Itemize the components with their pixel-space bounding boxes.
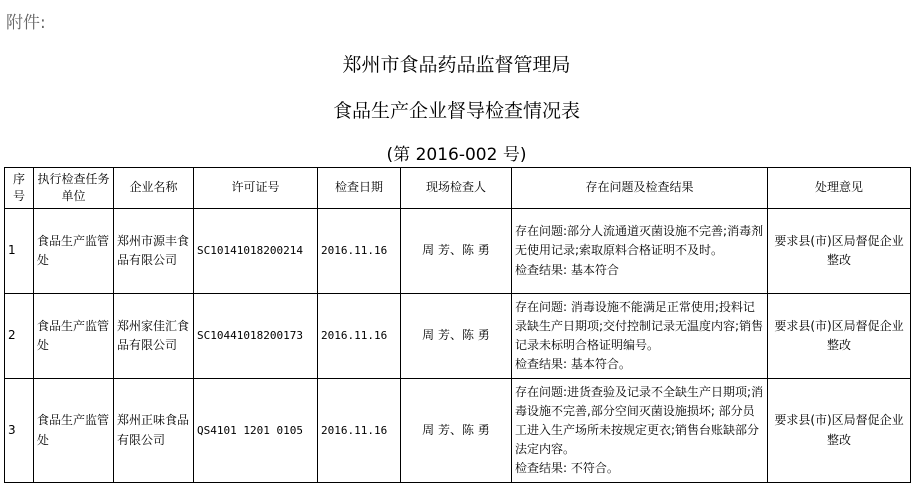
cell-unit: 食品生产监管处 bbox=[34, 379, 114, 483]
cell-inspector: 周 芳、陈 勇 bbox=[401, 294, 512, 379]
header-issues: 存在问题及检查结果 bbox=[512, 168, 768, 209]
cell-opinion: 要求县(市)区局督促企业整改 bbox=[768, 294, 911, 379]
issues-text: 存在问题: 消毒设施不能满足正常使用;投料记录缺生产日期项;交付控制记录无温度内容;销售记录未标明合格证明编号。 bbox=[515, 299, 764, 352]
header-company: 企业名称 bbox=[114, 168, 194, 209]
cell-unit: 食品生产监管处 bbox=[34, 294, 114, 379]
cell-opinion: 要求县(市)区局督促企业整改 bbox=[768, 379, 911, 483]
header-license: 许可证号 bbox=[194, 168, 318, 209]
result-text: 检查结果: 基本符合。 bbox=[515, 357, 631, 372]
table-row bbox=[5, 379, 911, 483]
inspection-table bbox=[4, 167, 911, 483]
result-text: 检查结果: 基本符合 bbox=[515, 262, 619, 277]
cell-date: 2016.11.16 bbox=[318, 209, 401, 294]
cell-company: 郑州市源丰食品有限公司 bbox=[114, 209, 194, 294]
header-seq: 序号 bbox=[5, 168, 34, 209]
cell-seq: 1 bbox=[5, 209, 34, 294]
cell-license: QS4101 1201 0105 bbox=[194, 379, 318, 483]
issues-text: 存在问题:进货查验及记录不全缺生产日期项;消毒设施不完善,部分空间灭菌设施损坏; 部分员工进入生产场所未按规定更衣;销售台账缺部分法定内容。 bbox=[515, 384, 764, 457]
cell-license: SC10441018200173 bbox=[194, 294, 318, 379]
cell-date: 2016.11.16 bbox=[318, 294, 401, 379]
cell-seq: 2 bbox=[5, 294, 34, 379]
organization-title: 郑州市食品药品监督管理局 bbox=[342, 54, 571, 76]
cell-company: 郑州正味食品有限公司 bbox=[114, 379, 194, 483]
cell-inspector: 周 芳、陈 勇 bbox=[401, 209, 512, 294]
document-number: (第 2016-002 号) bbox=[386, 145, 527, 165]
header-unit: 执行检查任务单位 bbox=[34, 168, 114, 209]
cell-date: 2016.11.16 bbox=[318, 379, 401, 483]
cell-opinion: 要求县(市)区局督促企业整改 bbox=[768, 209, 911, 294]
table-row bbox=[5, 209, 911, 294]
header-inspector: 现场检查人 bbox=[401, 168, 512, 209]
cell-unit: 食品生产监管处 bbox=[34, 209, 114, 294]
cell-inspector: 周 芳、陈 勇 bbox=[401, 379, 512, 483]
table-header-row bbox=[5, 168, 911, 209]
header-opinion: 处理意见 bbox=[768, 168, 911, 209]
table-row bbox=[5, 294, 911, 379]
cell-company: 郑州家佳汇食品有限公司 bbox=[114, 294, 194, 379]
cell-issues bbox=[512, 209, 768, 294]
cell-issues bbox=[512, 379, 768, 483]
cell-license: SC10141018200214 bbox=[194, 209, 318, 294]
cell-issues bbox=[512, 294, 768, 379]
attachment-label: 附件: bbox=[6, 13, 46, 33]
issues-text: 存在问题:部分人流通道灭菌设施不完善;消毒剂无使用记录;索取原料合格证明不及时。 bbox=[515, 224, 764, 258]
header-date: 检查日期 bbox=[318, 168, 401, 209]
cell-seq: 3 bbox=[5, 379, 34, 483]
result-text: 检查结果: 不符合。 bbox=[515, 461, 619, 476]
table-title: 食品生产企业督导检查情况表 bbox=[332, 100, 580, 122]
